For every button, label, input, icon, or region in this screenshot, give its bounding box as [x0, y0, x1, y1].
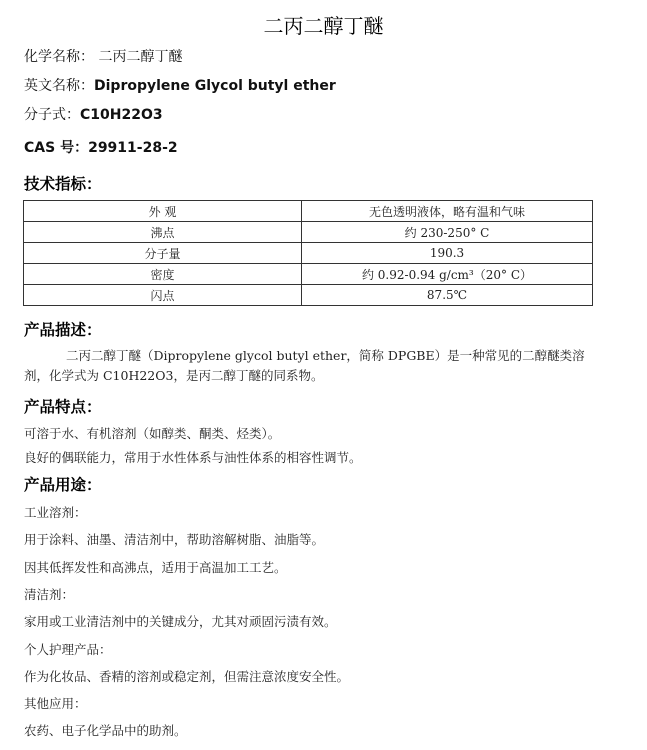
feature-item: 良好的偶联能力，常用于水性体系与油性体系的相容性调节。	[24, 450, 362, 465]
feature-item: 可溶于水、有机溶剂（如醇类、酮类、烃类）。	[24, 426, 281, 441]
cas-field	[24, 137, 178, 157]
description-heading: 产品描述：	[24, 321, 102, 339]
english-name-label: 英文名称：	[24, 78, 94, 94]
document-title: 二丙二醇丁醚	[263, 14, 384, 38]
spec-name-cell: 外 观	[24, 201, 302, 222]
table-row	[24, 201, 593, 222]
uses-item: 家用或工业清洁剂中的关键成分，尤其对顽固污渍有效。	[24, 614, 337, 629]
chemical-name-value: 二丙二醇丁醚	[98, 49, 183, 65]
english-name-value: Dipropylene Glycol butyl ether	[94, 78, 336, 94]
uses-item: 农药、电子化学品中的助剂。	[24, 723, 187, 738]
spec-value-cell: 约 0.92-0.94 g/cm³（20° C）	[302, 264, 593, 285]
spec-value-cell: 约 230-250° C	[302, 222, 593, 243]
table-row	[24, 222, 593, 243]
uses-item: 因其低挥发性和高沸点，适用于高温加工工艺。	[24, 560, 287, 575]
table-row	[24, 285, 593, 306]
cas-label: CAS 号：	[24, 140, 89, 156]
spec-value-cell: 无色透明液体，略有温和气味	[302, 201, 593, 222]
spec-name-cell: 沸点	[24, 222, 302, 243]
uses-subheading: 个人护理产品：	[24, 642, 112, 657]
formula-field	[24, 104, 163, 124]
spec-value-cell: 190.3	[302, 243, 593, 264]
spec-heading: 技术指标：	[24, 175, 102, 193]
description-paragraph: 二丙二醇丁醚（Dipropylene glycol butyl ether，简称 DPGBE）是一种常见的二醇醚类溶剂，化学式为 C10H22O3，是丙二醇丁醚的同系物。	[24, 348, 585, 383]
spec-table	[23, 200, 593, 306]
table-row	[24, 243, 593, 264]
uses-item: 用于涂料、油墨、清洁剂中，帮助溶解树脂、油脂等。	[24, 532, 325, 547]
cas-value: 29911-28-2	[88, 140, 178, 156]
uses-item: 作为化妆品、香精的溶剂或稳定剂，但需注意浓度安全性。	[24, 669, 350, 684]
uses-subheading: 其他应用：	[24, 696, 87, 711]
chemical-name-field	[24, 46, 182, 66]
english-name-field	[24, 75, 336, 95]
chemical-name-label: 化学名称：	[24, 49, 94, 65]
spec-value-cell: 87.5℃	[302, 285, 593, 306]
spec-name-cell: 闪点	[24, 285, 302, 306]
table-row	[24, 264, 593, 285]
formula-label: 分子式：	[24, 107, 80, 123]
uses-subheading: 工业溶剂：	[24, 505, 87, 520]
uses-heading: 产品用途：	[24, 476, 102, 494]
uses-subheading: 清洁剂：	[24, 587, 75, 602]
spec-name-cell: 密度	[24, 264, 302, 285]
features-heading: 产品特点：	[24, 398, 102, 416]
formula-value: C10H22O3	[80, 107, 163, 123]
spec-name-cell: 分子量	[24, 243, 302, 264]
